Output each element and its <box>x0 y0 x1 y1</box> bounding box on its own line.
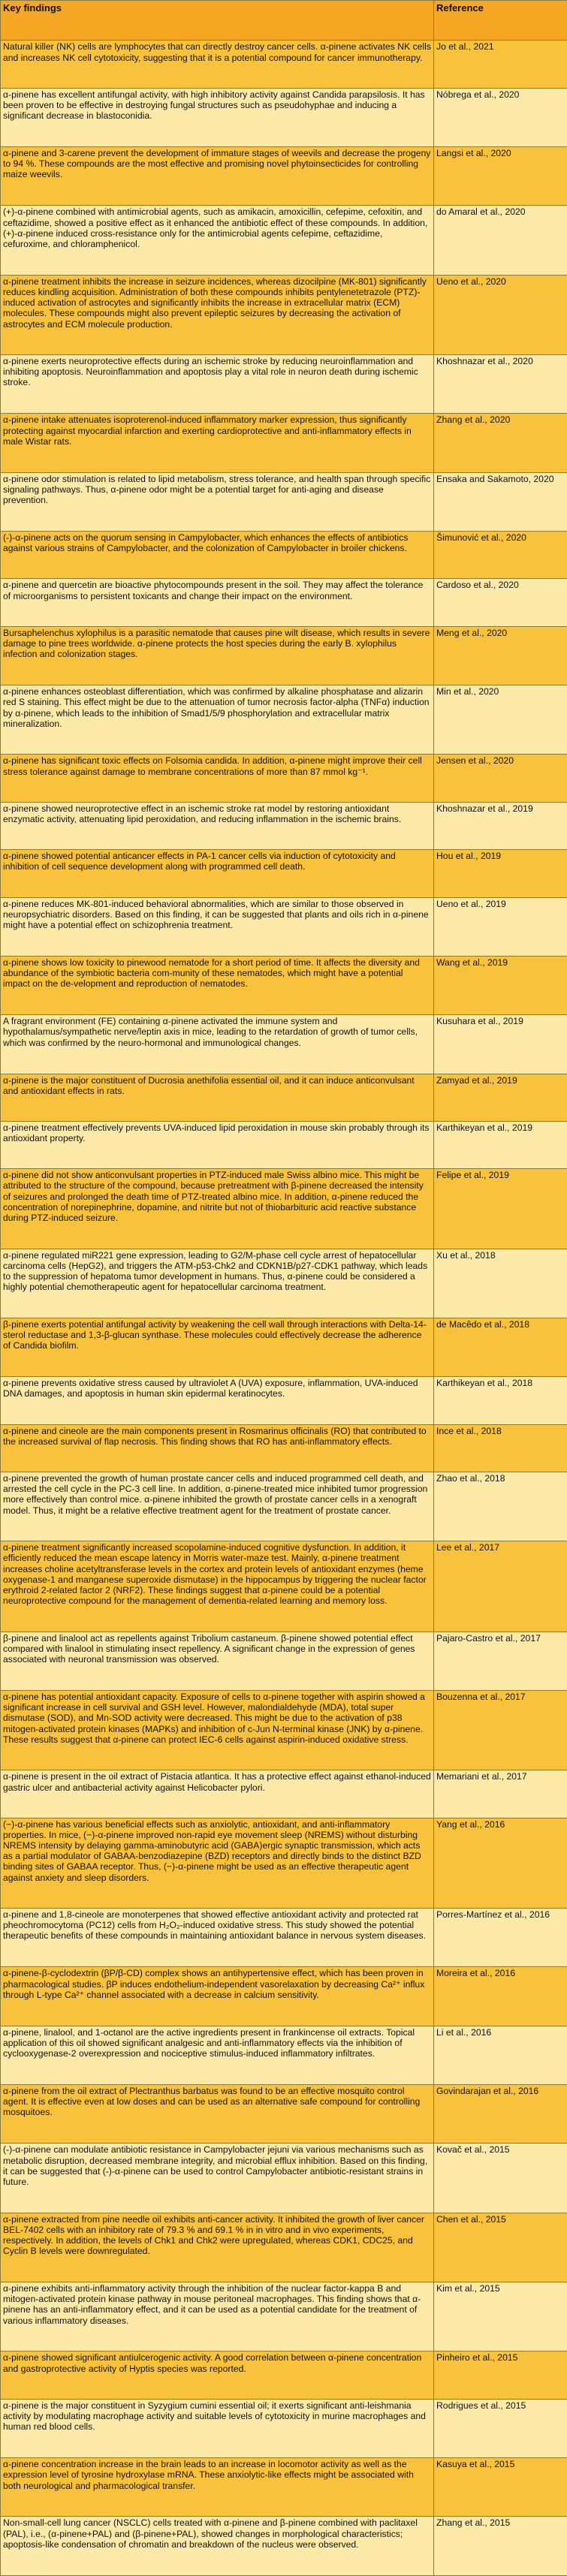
table-row <box>1 1967 567 2026</box>
finding-cell: α-pinene prevents oxidative stress caused by ultraviolet A (UVA) exposure, inflammation, UVA-induced DNA damages, and apoptosis in human skin epidermal keratinocytes. <box>1 1377 434 1424</box>
finding-cell: α-pinene exhibits anti-inflammatory activity through the inhibition of the nuclear factor-kappa B and mitogen-activated protein kinase pathway in mouse peritoneal macrophages. This finding shows that α-pinene has an anti-inflammatory effect, and it can be used as a potential candidate for the treatment of various inflammatory diseases. <box>1 2282 434 2352</box>
reference-cell: Memariani et al., 2017 <box>434 1770 567 1818</box>
reference-cell: Khoshnazar et al., 2020 <box>434 355 567 414</box>
reference-cell: Govindarajan et al., 2016 <box>434 2085 567 2144</box>
table-body <box>1 41 567 2575</box>
table-row <box>1 88 567 146</box>
table-row <box>1 2085 567 2144</box>
finding-cell: β-pinene and linalool act as repellents against Tribolium castaneum. β-pinene showed potential effect compared with linalool in stimulating insect repellency. A significant change in the expression of genes associated with neuronal transmission was observed. <box>1 1631 434 1690</box>
reference-cell: Min et al., 2020 <box>434 685 567 755</box>
reference-cell: Hou et al., 2019 <box>434 850 567 897</box>
table-row <box>1 2352 567 2399</box>
finding-cell: α-pinene and quercetin are bioactive phytocompounds present in the soil. They may affect the tolerance of microorganisms to persistent toxicants and change their impact on the environment. <box>1 579 434 626</box>
finding-cell: α-pinene is the major constituent of Ducrosia anethifolia essential oil, and it can induce anticonvulsant and antioxidant effects in rats. <box>1 1074 434 1121</box>
finding-cell: α-pinene intake attenuates isoproterenol-induced inflammatory marker expression, thus significantly protecting against myocardial infarction and exerting cardioprotective and anti-inflammatory effects in male Wistar rats. <box>1 414 434 472</box>
table-row <box>1 2213 567 2282</box>
table-row <box>1 1541 567 1631</box>
finding-cell: Natural killer (NK) cells are lymphocytes that can directly destroy cancer cells. α-pinene activates NK cells and increases NK cell cytotoxicity, suggesting that it is a potential compound for cancer immunotherapy. <box>1 41 434 88</box>
reference-cell: do Amaral et al., 2020 <box>434 206 567 275</box>
finding-cell: α-pinene showed significant antiulcerogenic activity. A good correlation between α-pinene concentration and gastroprotective activity of Hyptis species was reported. <box>1 2352 434 2399</box>
finding-cell: α-pinene and 1,8-cineole are monoterpenes that showed effective antioxidant activity and protected rat pheochromocytoma (PC12) cells from H₂O₂-induced oxidative stress. This study showed the potential therapeutic benefits of these compounds in maintaining antioxidant balance in nervous system diseases. <box>1 1909 434 1967</box>
reference-cell: Zamyad et al., 2019 <box>434 1074 567 1121</box>
reference-cell: Kovač et al., 2015 <box>434 2144 567 2213</box>
finding-cell: α-pinene odor stimulation is related to lipid metabolism, stress tolerance, and health span through specific signaling pathways. Thus, α-pinene odor might be a potential target for anti-aging and disease prevention. <box>1 472 434 531</box>
reference-cell: Chen et al., 2015 <box>434 2213 567 2282</box>
table-row <box>1 1169 567 1249</box>
table-row <box>1 2144 567 2213</box>
table-row <box>1 2517 567 2575</box>
reference-cell: Šimunović et al., 2020 <box>434 532 567 579</box>
table-row <box>1 1015 567 1074</box>
reference-cell: Kusuhara et al., 2019 <box>434 1015 567 1074</box>
reference-cell: Zhang et al., 2015 <box>434 2517 567 2575</box>
reference-cell: Jensen et al., 2020 <box>434 755 567 802</box>
finding-cell: α-pinene-β-cyclodextrin (βP/β-CD) complex shows an antihypertensive effect, which has been proven in pharmacological studies. βP induces endothelium-independent vasorelaxation by decreasing Ca²⁺ influx through L-type Ca²⁺ channel associated with a decrease in calcium sensitivity. <box>1 1967 434 2026</box>
reference-cell: Lee et al., 2017 <box>434 1541 567 1631</box>
finding-cell: α-pinene enhances osteoblast differentiation, which was confirmed by alkaline phosphatase and alizarin red S staining. This effect might be due to the attenuation of tumor necrosis factor-alpha (TNFα) induction by α-pinene, which leads to the inhibition of Smad1/5/9 phosphorylation and extracellular matrix mineralization. <box>1 685 434 755</box>
finding-cell: α-pinene extracted from pine needle oil exhibits anti-cancer activity. It inhibited the growth of liver cancer BEL-7402 cells with an inhibitory rate of 79.3 % and 69.1 % in in vitro and in vivo experiments, respectively. In addition, the levels of Chk1 and Chk2 were upregulated, whereas CDK1, CDC25, and Cyclin B levels were downregulated. <box>1 2213 434 2282</box>
finding-cell: β-pinene exerts potential antifungal activity by weakening the cell wall through interactions with Delta-14-sterol reductase and 1,3-β-glucan synthase. These molecules could effectively decrease the adherence of Candida biofilm. <box>1 1318 434 1376</box>
reference-cell: Jo et al., 2021 <box>434 41 567 88</box>
reference-cell: Ueno et al., 2020 <box>434 275 567 354</box>
table-row <box>1 1377 567 1424</box>
header-reference: Reference <box>434 1 567 41</box>
table-row <box>1 1472 567 1541</box>
reference-cell: Cardoso et al., 2020 <box>434 579 567 626</box>
reference-cell: Wang et al., 2019 <box>434 956 567 1014</box>
reference-cell: Kasuya et al., 2015 <box>434 2458 567 2517</box>
table-row <box>1 1909 567 1967</box>
finding-cell: Bursaphelenchus xylophilus is a parasitic nematode that causes pine wilt disease, which results in severe damage to pine trees worldwide. α-pinene protects the host species during the early B. xylophilus infection and colonization stages. <box>1 626 434 685</box>
finding-cell: α-pinene, linalool, and 1-octanol are the active ingredients present in frankincense oil extracts. Topical application of this oil showed significant analgesic and anti-inflammatory effects via the inhibition of cyclooxygenase-2 overexpression and nociceptive stimulus-induced inflammatory infiltrates. <box>1 2026 434 2084</box>
finding-cell: α-pinene reduces MK-801-induced behavioral abnormalities, which are similar to those observed in neuropsychiatric disorders. Based on this finding, it can be suggested that plants and oils rich in α-pinene might have a potential effect on schizophrenia treatment. <box>1 897 434 956</box>
finding-cell: α-pinene treatment inhibits the increase in seizure incidences, whereas dizocilpine (MK-801) significantly reduces kindling acquisition. Administration of both these compounds inhibits pentylenetetrazole (PTZ)-induced activation of astrocytes and significantly inhibits the increase in extracellular matrix (ECM) molecules. These compounds might also prevent epileptic seizures by decreasing the activation of astrocytes and ECM molecule production. <box>1 275 434 354</box>
reference-cell: Felipe et al., 2019 <box>434 1169 567 1249</box>
finding-cell: α-pinene is the major constituent in Syzygium cumini essential oil; it exerts significant anti-leishmania activity by modulating macrophage activity and suitable levels of cytotoxicity in murine macrophages and human red blood cells. <box>1 2399 434 2457</box>
finding-cell: α-pinene concentration increase in the brain leads to an increase in locomotor activity as well as the expression level of tyrosine hydroxylase mRNA. These anxiolytic-like effects might be associated with both neurological and pharmacological transfer. <box>1 2458 434 2517</box>
reference-cell: Bouzenna et al., 2017 <box>434 1690 567 1770</box>
finding-cell: α-pinene and cineole are the main components present in Rosmarinus officinalis (RO) that contributed to the increased survival of flap necrosis. This finding shows that RO has anti-inflammatory effects. <box>1 1424 434 1472</box>
table-row <box>1 850 567 897</box>
table-row <box>1 206 567 275</box>
finding-cell: α-pinene has significant toxic effects on Folsomia candida. In addition, α-pinene might improve their cell stress tolerance against damage to membrane concentrations of more than 87 mmol kg⁻¹. <box>1 755 434 802</box>
finding-cell: α-pinene is present in the oil extract of Pistacia atlantica. It has a protective effect against ethanol-induced gastric ulcer and antibacterial activity against Helicobacter pylori. <box>1 1770 434 1818</box>
table-row <box>1 355 567 414</box>
reference-cell: Kim et al., 2015 <box>434 2282 567 2352</box>
finding-cell: (-)-α-pinene can modulate antibiotic resistance in Campylobacter jejuni via various mechanisms such as metabolic disruption, decreased membrane integrity, and microbial efflux inhibition. Based on this finding, it can be suggested that (-)-α-pinene can be used to control Campylobacter antibiotic-resistant strains in future. <box>1 2144 434 2213</box>
table-row <box>1 147 567 206</box>
reference-cell: Moreira et al., 2016 <box>434 1967 567 2026</box>
table-header <box>1 1 567 41</box>
table-row <box>1 41 567 88</box>
table-row <box>1 275 567 354</box>
reference-cell: Porres-Martínez et al., 2016 <box>434 1909 567 1967</box>
table-row <box>1 755 567 802</box>
reference-cell: Ince et al., 2018 <box>434 1424 567 1472</box>
table-row <box>1 2399 567 2457</box>
reference-cell: Xu et al., 2018 <box>434 1249 567 1318</box>
reference-cell: Pinheiro et al., 2015 <box>434 2352 567 2399</box>
table-row <box>1 2458 567 2517</box>
reference-cell: Ensaka and Sakamoto, 2020 <box>434 472 567 531</box>
finding-cell: (-)-α-pinene acts on the quorum sensing in Campylobacter, which enhances the effects of antibiotics against various strains of Campylobacter, and the colonization of Campylobacter in broiler chickens. <box>1 532 434 579</box>
table-row <box>1 1318 567 1376</box>
finding-cell: α-pinene showed neuroprotective effect in an ischemic stroke rat model by restoring antioxidant enzymatic activity, attenuating lipid peroxidation, and reducing inflammation in the ischemic brains. <box>1 802 434 849</box>
table-row <box>1 1424 567 1472</box>
finding-cell: α-pinene prevented the growth of human prostate cancer cells and induced programmed cell death, and arrested the cell cycle in the PC-3 cell line. In addition, α-pinene-treated mice inhibited tumor progression more effectively than control mice. α-pinene inhibited the growth of prostate cancer cells in a xenograft model. Thus, it might be a relative effective treatment agent for the treatment of prostate cancer. <box>1 1472 434 1541</box>
reference-cell: Langsi et al., 2020 <box>434 147 567 206</box>
finding-cell: α-pinene exerts neuroprotective effects during an ischemic stroke by reducing neuroinflammation and inhibiting apoptosis. Neuroinflammation and apoptosis play a vital role in neuron death during ischemic stroke. <box>1 355 434 414</box>
finding-cell: α-pinene and 3-carene prevent the development of immature stages of weevils and decrease the progeny to 94 %. These compounds are the most effective and promising novel phytoinsecticides for controlling maize weevils. <box>1 147 434 206</box>
table-row <box>1 626 567 685</box>
table-row <box>1 414 567 472</box>
reference-cell: Meng et al., 2020 <box>434 626 567 685</box>
header-key-findings: Key findings <box>1 1 434 41</box>
reference-cell: de Macêdo et al., 2018 <box>434 1318 567 1376</box>
finding-cell: α-pinene did not show anticonvulsant properties in PTZ-induced male Swiss albino mice. This might be attributed to the structure of the compound, because pretreatment with β-pinene decreased the intensity of seizures and prolonged the death time of PTZ-treated albino mice. In addition, α-pinene reduced the concentration of norepinephrine, dopamine, and nitrite but not of thiobarbituric acid reactive substance during PTZ-induced seizure. <box>1 1169 434 1249</box>
finding-cell: (+)-α-pinene combined with antimicrobial agents, such as amikacin, amoxicillin, cefepime, cefoxitin, and ceftazidime, showed a positive effect as it enhanced the antibiotic effect of these compounds. In addition, (+)-α-pinene induced cross-resistance only for the antimicrobial agents cefepime, ceftazidime, cefuroxime, and chloramphenicol. <box>1 206 434 275</box>
table-row <box>1 579 567 626</box>
table-row <box>1 1121 567 1168</box>
table-row <box>1 1074 567 1121</box>
reference-cell: Zhao et al., 2018 <box>434 1472 567 1541</box>
finding-cell: α-pinene treatment significantly increased scopolamine-induced cognitive dysfunction. In addition, it efficiently reduced the mean escape latency in Morris water-maze test. Mainly, α-pinene treatment increases choline acetyltransferase levels in the cortex and protein levels of antioxidant enzymes (heme oxygenase-1 and manganese superoxide dismutase) in the hippocampus by triggering the nuclear factor erythroid 2-related factor 2 (NRF2). These findings suggest that α-pinene could be a potential neuroprotective compound for the management of dementia-related learning and memory loss. <box>1 1541 434 1631</box>
table-row <box>1 1690 567 1770</box>
header-row <box>1 1 567 41</box>
finding-cell: α-pinene shows low toxicity to pinewood nematode for a short period of time. It affects the diversity and abundance of the symbiotic bacteria com-munity of these nematodes, which might have a potential impact on the de-velopment and reproduction of nematodes. <box>1 956 434 1014</box>
finding-cell: α-pinene from the oil extract of Plectranthus barbatus was found to be an effective mosquito control agent. It is effective even at low doses and can be used as an alternative safe compound for controlling mosquitoes. <box>1 2085 434 2144</box>
finding-cell: α-pinene showed potential anticancer effects in PA-1 cancer cells via induction of cytotoxicity and inhibition of cell sequence development along with programmed cell death. <box>1 850 434 897</box>
reference-cell: Yang et al., 2016 <box>434 1818 567 1908</box>
table-row <box>1 532 567 579</box>
reference-cell: Khoshnazar et al., 2019 <box>434 802 567 849</box>
reference-cell: Karthikeyan et al., 2019 <box>434 1121 567 1168</box>
finding-cell: α-pinene has excellent antifungal activity, with high inhibitory activity against Candida parapsilosis. It has been proven to be effective in destroying fungal structures such as pseudohyphae and inducing a significant decrease in blastoconidia. <box>1 88 434 146</box>
table-row <box>1 2282 567 2352</box>
reference-cell: Pajaro-Castro et al., 2017 <box>434 1631 567 1690</box>
reference-cell: Ueno et al., 2019 <box>434 897 567 956</box>
finding-cell: Non-small-cell lung cancer (NSCLC) cells treated with α-pinene and β-pinene combined with paclitaxel (PAL), i.e., (α-pinene+PAL) and (β-pinene+PAL), showed changes in morphological characteristics; apoptosis-like condensation of chromatin and breakdown of the nucleus were observed. <box>1 2517 434 2575</box>
table-row <box>1 2026 567 2084</box>
table-row <box>1 1631 567 1690</box>
table-row <box>1 1249 567 1318</box>
table-row <box>1 802 567 849</box>
table-row <box>1 897 567 956</box>
table-row <box>1 1770 567 1818</box>
finding-cell: α-pinene regulated miR221 gene expression, leading to G2/M-phase cell cycle arrest of hepatocellular carcinoma cells (HepG2), and triggers the ATM-p53-Chk2 and CDKN1B/p27-CDK1 pathway, which leads to the suppression of hepatoma tumor development in humans. Thus, α-pinene could be considered a highly potential chemotherapeutic agent for hepatocellular carcinoma treatment. <box>1 1249 434 1318</box>
reference-cell: Karthikeyan et al., 2018 <box>434 1377 567 1424</box>
table-row <box>1 956 567 1014</box>
finding-cell: α-pinene has potential antioxidant capacity. Exposure of cells to α-pinene together with aspirin showed a significant increase in cell survival and GSH level. However, malondialdehyde (MDA), total super dismutase (SOD), and Mn-SOD activity were decreased. This might be due to the activation of p38 mitogen-activated protein kinases (MAPKs) and inhibition of c-Jun N-terminal kinase (JNK) by α-pinene. These results suggest that α-pinene can protect IEC-6 cells against aspirin-induced oxidative stress. <box>1 1690 434 1770</box>
table-row <box>1 1818 567 1908</box>
finding-cell: (−)-α-pinene has various beneficial effects such as anxiolytic, antioxidant, and anti-inflammatory properties. In mice, (−)-α-pinene improved non-rapid eye movement sleep (NREMS) without disturbing NREMS intensity by delaying gamma-aminobutyric acid (GABA)ergic synaptic transmission, which acts as a partial modulator of GABAA-benzodiazepine (BZD) receptors and directly binds to the distinct BZD binding sites of GABAA receptor. Thus, (−)-α-pinene might be used as an effective therapeutic agent against anxiety and sleep disorders. <box>1 1818 434 1908</box>
finding-cell: α-pinene treatment effectively prevents UVA-induced lipid peroxidation in mouse skin probably through its antioxidant property. <box>1 1121 434 1168</box>
reference-cell: Li et al., 2016 <box>434 2026 567 2084</box>
table-row <box>1 685 567 755</box>
table-row <box>1 472 567 531</box>
reference-cell: Zhang et al., 2020 <box>434 414 567 472</box>
reference-cell: Rodrigues et al., 2015 <box>434 2399 567 2457</box>
reference-cell: Nóbrega et al., 2020 <box>434 88 567 146</box>
finding-cell: A fragrant environment (FE) containing α-pinene activated the immune system and hypothalamus/sympathetic nerve/leptin axis in mice, leading to the retardation of growth of tumor cells, which was confirmed by the neuro-hormonal and immunological changes. <box>1 1015 434 1074</box>
